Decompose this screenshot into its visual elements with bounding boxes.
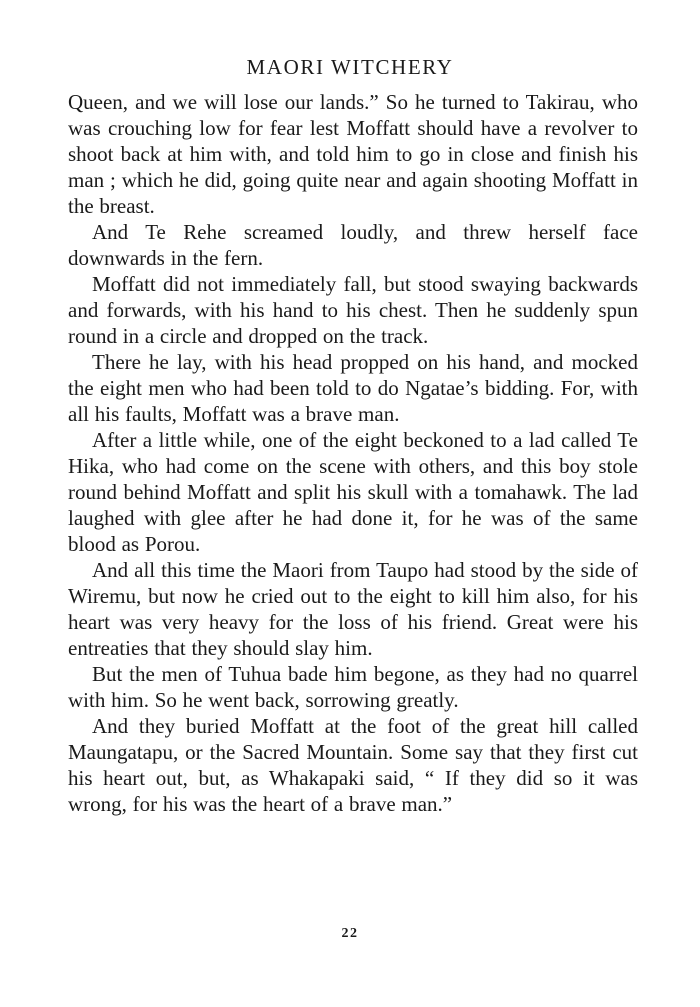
page-number: 22: [341, 926, 359, 941]
paragraph: But the men of Tuhua bade him begone, as they had no quarrel with him. So he went back, sorrowing greatly.: [68, 662, 638, 712]
paragraph: After a little while, one of the eight beckoned to a lad called Te Hika, who had come on the scene with others, and this boy stole round behind Moffatt and split his skull with a tomahawk. The lad laughed with glee after he had done it, for he was of the same blood as Porou.: [68, 428, 638, 556]
running-title: MAORI WITCHERY: [246, 55, 454, 79]
paragraph: And all this time the Maori from Taupo had stood by the side of Wiremu, but now he cried out to the eight to kill him also, for his heart was very heavy for the loss of his friend. Great were his entreaties that they should slay him.: [68, 558, 638, 660]
body-text: [68, 89, 638, 817]
paragraph: There he lay, with his head propped on his hand, and mocked the eight men who had been told to do Ngatae’s bidding. For, with all his faults, Moffatt was a brave man.: [68, 350, 638, 426]
paragraph: Moffatt did not immediately fall, but stood swaying backwards and forwards, with his hand to his chest. Then he suddenly spun round in a circle and dropped on the track.: [68, 272, 638, 348]
paragraph: And they buried Moffatt at the foot of the great hill called Maungatapu, or the Sacred Mountain. Some say that they first cut his heart out, but, as Whakapaki said, “ If they did so it was wrong, for his was the heart of a brave man.”: [68, 714, 638, 816]
paragraph: Queen, and we will lose our lands.” So he turned to Takirau, who was crouching low for fear lest Moffatt should have a revolver to shoot back at him with, and told him to go in close and finish his man ; which he did, going quite near and again shooting Moffatt in the breast.: [68, 90, 638, 218]
paragraph: And Te Rehe screamed loudly, and threw herself face downwards in the fern.: [68, 220, 638, 270]
